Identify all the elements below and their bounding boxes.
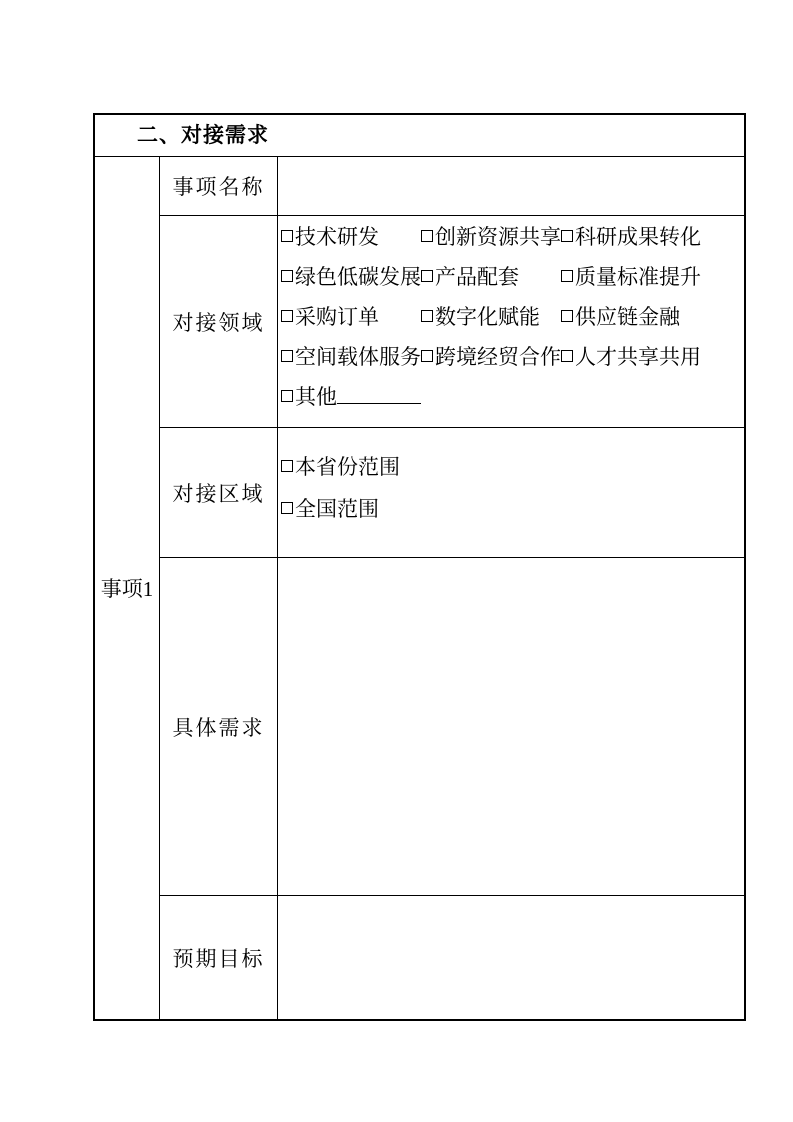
item-group-cell: [95, 157, 160, 1019]
checkbox-option-quality-standard[interactable]: [561, 261, 701, 291]
checkbox-unchecked-icon[interactable]: [281, 310, 293, 322]
checkbox-option-label: 空间载体服务: [295, 345, 421, 369]
checkbox-option-space-carrier[interactable]: [281, 341, 421, 371]
checkbox-option-tech-rd[interactable]: [281, 221, 421, 251]
specific-demand-value-cell[interactable]: [278, 558, 744, 896]
field-label-expected-goal: [160, 896, 278, 1019]
checkbox-unchecked-icon[interactable]: [561, 230, 573, 242]
checkbox-option-label: 供应链金融: [575, 305, 680, 329]
field-label-text: 对接领域: [172, 310, 265, 335]
checkbox-option-province-scope[interactable]: [281, 451, 400, 481]
field-label-text: 预期目标: [172, 946, 265, 971]
checkbox-option-label: 跨境经贸合作: [435, 345, 561, 369]
expected-goal-value[interactable]: [278, 896, 744, 1019]
checkbox-option-talent-sharing[interactable]: [561, 341, 701, 371]
checkbox-option-label: 采购订单: [295, 305, 379, 329]
checkbox-option-label: 其他: [295, 385, 337, 409]
checkbox-option-digital-enablement[interactable]: [421, 301, 561, 331]
options-row: [281, 296, 744, 336]
options-row: [281, 445, 744, 487]
options-row: [281, 336, 744, 376]
checkbox-option-label: 本省份范围: [295, 455, 400, 479]
checkbox-unchecked-icon[interactable]: [281, 270, 293, 282]
checkbox-option-label: 科研成果转化: [575, 225, 701, 249]
checkbox-option-label: 数字化赋能: [435, 305, 540, 329]
field-label-text: 事项名称: [172, 175, 265, 199]
item-group-label: 事项1: [100, 577, 154, 601]
docking-field-options-cell: [278, 216, 744, 428]
checkbox-option-label: 创新资源共享: [435, 225, 561, 249]
checkbox-unchecked-icon[interactable]: [421, 310, 433, 322]
checkbox-unchecked-icon[interactable]: [421, 350, 433, 362]
checkbox-option-national-scope[interactable]: [281, 493, 379, 523]
checkbox-option-product-support[interactable]: [421, 261, 561, 291]
checkbox-option-research-transform[interactable]: [561, 221, 701, 251]
checkbox-option-label: 绿色低碳发展: [295, 265, 421, 289]
options-row: [281, 376, 744, 416]
field-label-text: 具体需求: [172, 715, 265, 740]
options-row: [281, 216, 744, 256]
docking-region-options-cell: [278, 428, 744, 558]
field-label-item-name: [160, 157, 278, 216]
options-row: [281, 487, 744, 529]
checkbox-option-label: 人才共享共用: [575, 345, 701, 369]
checkbox-unchecked-icon[interactable]: [281, 350, 293, 362]
expected-goal-value-cell[interactable]: [278, 896, 744, 1019]
specific-demand-value[interactable]: [278, 558, 744, 895]
section-title: 二、对接需求: [137, 123, 269, 147]
checkbox-unchecked-icon[interactable]: [561, 310, 573, 322]
field-label-docking-region: [160, 428, 278, 558]
checkbox-unchecked-icon[interactable]: [281, 230, 293, 242]
other-option-fill-line[interactable]: [337, 388, 421, 404]
checkbox-option-label: 全国范围: [295, 497, 379, 521]
checkbox-option-crossborder-trade[interactable]: [421, 341, 561, 371]
field-label-specific-demand: [160, 558, 278, 896]
checkbox-option-other[interactable]: [281, 381, 421, 411]
docking-demand-table: [93, 113, 746, 1021]
checkbox-option-supplychain-finance[interactable]: [561, 301, 680, 331]
checkbox-unchecked-icon[interactable]: [421, 230, 433, 242]
section-header-cell: [95, 115, 744, 157]
checkbox-option-innovation-sharing[interactable]: [421, 221, 561, 251]
checkbox-option-label: 质量标准提升: [575, 265, 701, 289]
field-label-text: 对接区域: [172, 481, 265, 506]
checkbox-unchecked-icon[interactable]: [561, 270, 573, 282]
item-name-value-cell[interactable]: [278, 157, 744, 216]
checkbox-unchecked-icon[interactable]: [281, 390, 293, 402]
checkbox-option-label: 技术研发: [295, 225, 379, 249]
checkbox-unchecked-icon[interactable]: [281, 502, 293, 514]
options-row: [281, 256, 744, 296]
checkbox-unchecked-icon[interactable]: [561, 350, 573, 362]
checkbox-option-label: 产品配套: [435, 265, 519, 289]
checkbox-option-green-lowcarbon[interactable]: [281, 261, 421, 291]
item-name-value[interactable]: [278, 157, 744, 215]
checkbox-option-purchase-order[interactable]: [281, 301, 421, 331]
field-label-docking-field: [160, 216, 278, 428]
checkbox-unchecked-icon[interactable]: [281, 460, 293, 472]
checkbox-unchecked-icon[interactable]: [421, 270, 433, 282]
